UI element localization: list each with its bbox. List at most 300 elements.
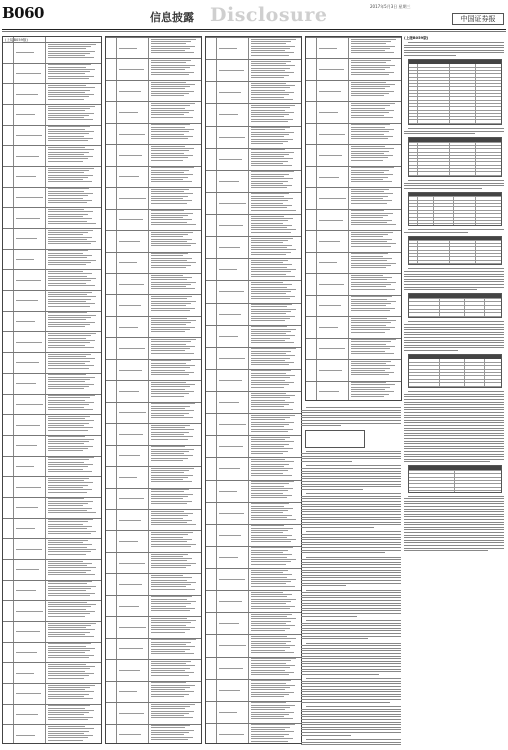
fund-detail-text	[48, 191, 84, 192]
fund-detail-text	[151, 82, 186, 83]
table-column-divider	[45, 37, 46, 743]
fund-detail-text	[251, 218, 293, 219]
fund-detail-text	[251, 508, 293, 509]
fund-detail-text	[151, 713, 189, 714]
fund-name-text	[219, 623, 239, 624]
fund-detail-text	[48, 381, 85, 382]
table-row	[409, 148, 501, 149]
fund-name-text	[219, 668, 243, 669]
fund-detail-text	[351, 213, 393, 214]
fund-detail-text	[48, 563, 92, 564]
fund-detail-text	[351, 177, 388, 178]
fund-detail-text	[251, 530, 288, 531]
table-row	[409, 260, 501, 261]
fund-name-text	[219, 579, 245, 580]
table-row	[409, 175, 501, 176]
paragraph-line	[301, 625, 401, 626]
fund-detail-text	[48, 241, 96, 242]
fund-detail-text	[48, 457, 94, 458]
table-row	[409, 206, 501, 207]
fund-detail-text	[251, 660, 291, 661]
fund-detail-text	[151, 489, 189, 490]
fund-detail-text	[351, 191, 384, 192]
table-row	[409, 155, 501, 156]
fund-detail-text	[48, 423, 89, 424]
paragraph-line	[301, 716, 401, 717]
fund-detail-text	[48, 260, 96, 261]
fund-detail-text	[48, 664, 86, 665]
paragraph-line	[301, 699, 401, 700]
fund-detail-text	[151, 236, 183, 237]
paragraph-line	[301, 524, 401, 525]
fund-detail-text	[251, 525, 284, 526]
paragraph-line	[404, 412, 504, 413]
paragraph-line	[306, 643, 401, 644]
fund-name-text	[219, 137, 245, 138]
paragraph-line	[301, 550, 401, 551]
fund-detail-text	[48, 675, 89, 676]
paragraph-line	[301, 506, 401, 507]
fund-detail-text	[351, 72, 394, 73]
fund-detail-text	[48, 554, 86, 555]
paragraph-line	[404, 281, 504, 282]
fund-detail-text	[351, 277, 392, 278]
fund-detail-text	[251, 380, 285, 381]
data-table	[408, 293, 502, 318]
fund-detail-text	[151, 715, 184, 716]
fund-detail-text	[151, 310, 190, 311]
fund-detail-text	[251, 606, 295, 607]
paragraph-line	[301, 603, 401, 604]
fund-name-text	[119, 327, 138, 328]
paragraph-line	[301, 519, 401, 520]
fund-detail-text	[251, 254, 286, 255]
paragraph-line	[301, 691, 401, 692]
fund-detail-text	[251, 50, 285, 51]
fund-detail-text	[351, 93, 389, 94]
fund-detail-text	[151, 110, 194, 111]
table-row	[409, 203, 501, 204]
fund-detail-text	[151, 74, 189, 75]
fund-detail-text	[151, 689, 185, 690]
fund-detail-text	[151, 286, 186, 287]
fund-detail-text	[251, 198, 293, 199]
fund-name-text	[119, 69, 144, 70]
fund-detail-text	[151, 179, 183, 180]
fund-detail-text	[48, 209, 84, 210]
table-row	[409, 487, 501, 488]
fund-detail-text	[151, 277, 192, 278]
fund-detail-text	[251, 242, 283, 243]
fund-detail-text	[251, 422, 294, 423]
fund-detail-text	[151, 267, 186, 268]
fund-detail-text	[351, 129, 394, 130]
fund-detail-text	[251, 171, 294, 172]
fund-name-text	[119, 627, 146, 628]
fund-name-text	[119, 176, 139, 177]
paragraph-line	[404, 324, 504, 325]
paragraph-line	[301, 605, 401, 606]
fund-detail-text	[251, 293, 286, 294]
fund-detail-text	[48, 696, 84, 697]
fund-name-text	[319, 241, 340, 242]
fund-detail-text	[151, 219, 192, 220]
paragraph-line	[404, 459, 504, 460]
fund-detail-text	[151, 565, 191, 566]
fund-detail-text	[251, 419, 285, 420]
fund-detail-text	[351, 189, 389, 190]
fund-detail-text	[251, 364, 289, 365]
fund-detail-text	[251, 158, 293, 159]
fund-detail-text	[251, 338, 290, 339]
table-column-divider	[475, 138, 476, 176]
table-row	[409, 316, 501, 317]
fund-detail-text	[151, 732, 189, 733]
paragraph-line	[301, 683, 401, 684]
paragraph-line	[301, 656, 401, 657]
table-row	[409, 358, 501, 359]
paragraph-line	[301, 486, 401, 487]
fund-detail-text	[251, 572, 283, 573]
paragraph-line	[404, 274, 504, 275]
paragraph-line	[306, 590, 401, 591]
fund-detail-text	[251, 652, 294, 653]
fund-detail-text	[48, 441, 89, 442]
fund-name-text	[16, 135, 42, 136]
fund-detail-text	[151, 279, 187, 280]
fund-detail-text	[151, 41, 191, 42]
fund-detail-text	[151, 691, 194, 692]
fund-detail-text	[151, 665, 195, 666]
fund-detail-text	[48, 698, 93, 699]
fund-detail-text	[48, 195, 88, 196]
fund-detail-text	[251, 680, 291, 681]
paragraph-line	[301, 514, 401, 515]
fund-detail-text	[351, 232, 393, 233]
fund-detail-text	[251, 616, 287, 617]
fund-detail-text	[151, 193, 193, 194]
paragraph-line	[404, 456, 504, 457]
fund-detail-text	[48, 492, 87, 493]
fund-detail-text	[151, 105, 190, 106]
fund-detail-text	[151, 382, 186, 383]
paragraph-line	[301, 663, 401, 664]
paragraph-line	[301, 456, 401, 457]
fund-detail-text	[48, 616, 85, 617]
fund-detail-text	[151, 262, 196, 263]
fund-name-text	[219, 513, 244, 514]
fund-detail-text	[251, 665, 295, 666]
table-column-divider	[348, 37, 349, 400]
fund-detail-text	[251, 139, 293, 140]
fund-detail-text	[351, 348, 390, 349]
fund-detail-text	[151, 518, 183, 519]
fund-detail-text	[251, 187, 287, 188]
fund-detail-text	[151, 610, 190, 611]
fund-detail-text	[251, 581, 291, 582]
table-column-divider	[475, 193, 476, 225]
fund-detail-text	[251, 583, 286, 584]
fund-name-text	[119, 455, 140, 456]
fund-detail-text	[151, 298, 187, 299]
fund-detail-text	[48, 595, 90, 596]
fund-detail-text	[251, 663, 286, 664]
fund-detail-text	[48, 67, 86, 68]
fund-detail-text	[351, 215, 388, 216]
fund-detail-text	[351, 108, 385, 109]
fund-detail-text	[151, 460, 183, 461]
paragraph-line	[301, 661, 401, 662]
fund-name-text	[119, 520, 141, 521]
fund-detail-text	[151, 577, 192, 578]
fund-detail-text	[351, 151, 389, 152]
fund-name-text	[119, 498, 144, 499]
fund-detail-text	[251, 355, 295, 356]
fund-detail-text	[48, 719, 88, 720]
fund-name-text	[219, 424, 246, 425]
fund-detail-text	[251, 696, 284, 697]
fund-detail-text	[48, 602, 87, 603]
fund-detail-text	[151, 288, 195, 289]
paragraph-line	[404, 55, 456, 56]
fund-detail-text	[48, 712, 89, 713]
fund-detail-text	[251, 453, 283, 454]
fund-detail-text	[48, 728, 94, 729]
fund-detail-text	[48, 294, 87, 295]
fund-detail-text	[48, 508, 92, 509]
table-row	[409, 90, 501, 91]
paragraph-line	[404, 550, 488, 551]
fund-detail-text	[151, 734, 184, 735]
fund-name-text	[219, 645, 246, 646]
fund-detail-text	[351, 374, 389, 375]
fund-detail-text	[48, 464, 93, 465]
paragraph-line	[404, 548, 504, 549]
fund-name-text	[16, 176, 36, 177]
fund-detail-text	[48, 87, 95, 88]
fund-detail-text	[251, 152, 294, 153]
paragraph-line	[301, 689, 401, 690]
fund-detail-text	[151, 181, 192, 182]
fund-detail-text	[151, 200, 192, 201]
fund-detail-text	[351, 286, 386, 287]
paragraph-line	[404, 334, 504, 335]
paragraph-line	[306, 531, 401, 532]
paragraph-line	[404, 417, 504, 418]
fund-detail-text	[151, 282, 196, 283]
table-column-divider	[216, 37, 217, 743]
fund-name-text	[219, 402, 239, 403]
fund-detail-text	[351, 365, 395, 366]
fund-name-text	[16, 218, 40, 219]
fund-detail-text	[251, 284, 292, 285]
fund-detail-text	[251, 707, 290, 708]
fund-detail-text	[351, 196, 388, 197]
fund-detail-text	[48, 652, 85, 653]
fund-detail-text	[48, 365, 94, 366]
fund-detail-text	[351, 396, 384, 397]
fund-detail-text	[351, 339, 396, 340]
fund-detail-text	[48, 94, 94, 95]
fund-name-text	[16, 425, 40, 426]
fund-detail-text	[151, 384, 195, 385]
fund-detail-text	[251, 481, 294, 482]
fund-table-4	[305, 36, 402, 401]
fund-detail-text	[48, 283, 86, 284]
fund-detail-text	[251, 358, 290, 359]
fund-detail-text	[351, 131, 389, 132]
fund-detail-text	[151, 363, 186, 364]
table-row	[409, 362, 501, 363]
fund-detail-text	[48, 629, 95, 630]
fund-detail-text	[351, 88, 385, 89]
fund-detail-text	[48, 106, 95, 107]
fund-detail-text	[48, 175, 93, 176]
paragraph-line	[301, 616, 357, 617]
fund-detail-text	[48, 611, 95, 612]
fund-detail-text	[48, 129, 85, 130]
table-row	[409, 473, 501, 474]
paragraph-line	[404, 438, 504, 439]
paragraph-line	[404, 279, 504, 280]
fund-name-text	[16, 280, 41, 281]
fund-detail-text	[151, 737, 193, 738]
paragraph-line	[301, 572, 401, 573]
fund-detail-text	[351, 124, 390, 125]
fund-detail-text	[251, 736, 284, 737]
paragraph-line	[404, 522, 504, 523]
fund-detail-text	[48, 386, 89, 387]
fund-detail-text	[151, 320, 196, 321]
fund-detail-text	[251, 163, 283, 164]
fund-name-text	[319, 348, 345, 349]
fund-detail-text	[151, 239, 192, 240]
fund-detail-text	[48, 425, 84, 426]
paragraph-line	[404, 47, 504, 48]
paragraph-line	[301, 471, 401, 472]
table-header	[409, 237, 501, 241]
fund-detail-text	[151, 534, 188, 535]
paragraph-line	[301, 458, 401, 459]
fund-name-text	[119, 691, 137, 692]
fund-detail-text	[48, 71, 90, 72]
paragraph-line	[301, 461, 352, 462]
fund-detail-text	[48, 572, 86, 573]
paragraph-line	[404, 402, 504, 403]
fund-detail-text	[48, 110, 85, 111]
fund-detail-text	[151, 704, 195, 705]
fund-detail-text	[48, 138, 93, 139]
paragraph-line	[301, 423, 401, 424]
fund-detail-text	[48, 326, 85, 327]
fund-detail-text	[151, 365, 195, 366]
fund-detail-text	[151, 374, 189, 375]
fund-detail-text	[151, 339, 196, 340]
fund-detail-text	[151, 601, 196, 602]
fund-detail-text	[151, 322, 191, 323]
fund-name-text	[319, 69, 344, 70]
paragraph-line	[404, 340, 504, 341]
fund-name-text	[119, 391, 139, 392]
fund-detail-text	[251, 227, 287, 228]
fund-detail-text	[251, 274, 286, 275]
fund-detail-text	[351, 246, 391, 247]
fund-detail-text	[48, 76, 94, 77]
paragraph-line	[301, 511, 401, 512]
paragraph-line	[301, 509, 401, 510]
fund-name-text	[119, 305, 141, 306]
fund-detail-text	[351, 198, 383, 199]
table-row	[409, 309, 501, 310]
fund-detail-text	[151, 46, 195, 47]
fund-detail-text	[48, 657, 89, 658]
fund-detail-text	[151, 234, 188, 235]
fund-name-text	[319, 262, 337, 263]
fund-detail-text	[251, 43, 286, 44]
fund-detail-text	[151, 503, 187, 504]
fund-detail-text	[48, 570, 91, 571]
fund-name-text	[119, 370, 142, 371]
fund-detail-text	[48, 731, 89, 732]
fund-detail-text	[151, 174, 193, 175]
fund-name-text	[219, 535, 241, 536]
fund-detail-text	[251, 441, 294, 442]
fund-detail-text	[251, 636, 287, 637]
fund-name-text	[16, 714, 38, 715]
fund-detail-text	[151, 350, 185, 351]
fund-detail-text	[48, 296, 96, 297]
fund-name-text	[16, 94, 38, 95]
fund-detail-text	[151, 327, 195, 328]
fund-detail-text	[251, 298, 290, 299]
table-row	[409, 386, 501, 387]
fund-detail-text	[48, 53, 90, 54]
paragraph-line	[301, 658, 401, 659]
fund-detail-text	[151, 138, 188, 139]
fund-detail-text	[48, 377, 95, 378]
fund-detail-text	[48, 521, 88, 522]
fund-detail-text	[151, 501, 192, 502]
paragraph-line	[404, 284, 504, 285]
fund-detail-text	[251, 316, 295, 317]
paragraph-line	[301, 669, 401, 670]
fund-detail-text	[151, 406, 190, 407]
paragraph-line	[301, 636, 401, 637]
fund-detail-text	[251, 252, 291, 253]
fund-detail-text	[151, 370, 185, 371]
paragraph-line	[404, 345, 504, 346]
fund-detail-text	[251, 406, 284, 407]
fund-detail-text	[251, 731, 294, 732]
table-row	[409, 123, 501, 124]
fund-detail-text	[48, 44, 96, 45]
fund-detail-text	[151, 627, 195, 628]
fund-detail-text	[151, 386, 190, 387]
fund-detail-text	[48, 512, 96, 513]
fund-name-text	[319, 220, 343, 221]
fund-detail-text	[251, 306, 287, 307]
fund-detail-text	[48, 322, 95, 323]
fund-detail-text	[251, 461, 294, 462]
paragraph-line	[404, 289, 477, 290]
paragraph-line	[404, 407, 504, 408]
fund-detail-text	[251, 400, 285, 401]
fund-detail-text	[251, 638, 296, 639]
paragraph-line	[301, 592, 401, 593]
fund-detail-text	[151, 455, 193, 456]
fund-detail-text	[151, 52, 194, 53]
fund-detail-text	[251, 377, 290, 378]
